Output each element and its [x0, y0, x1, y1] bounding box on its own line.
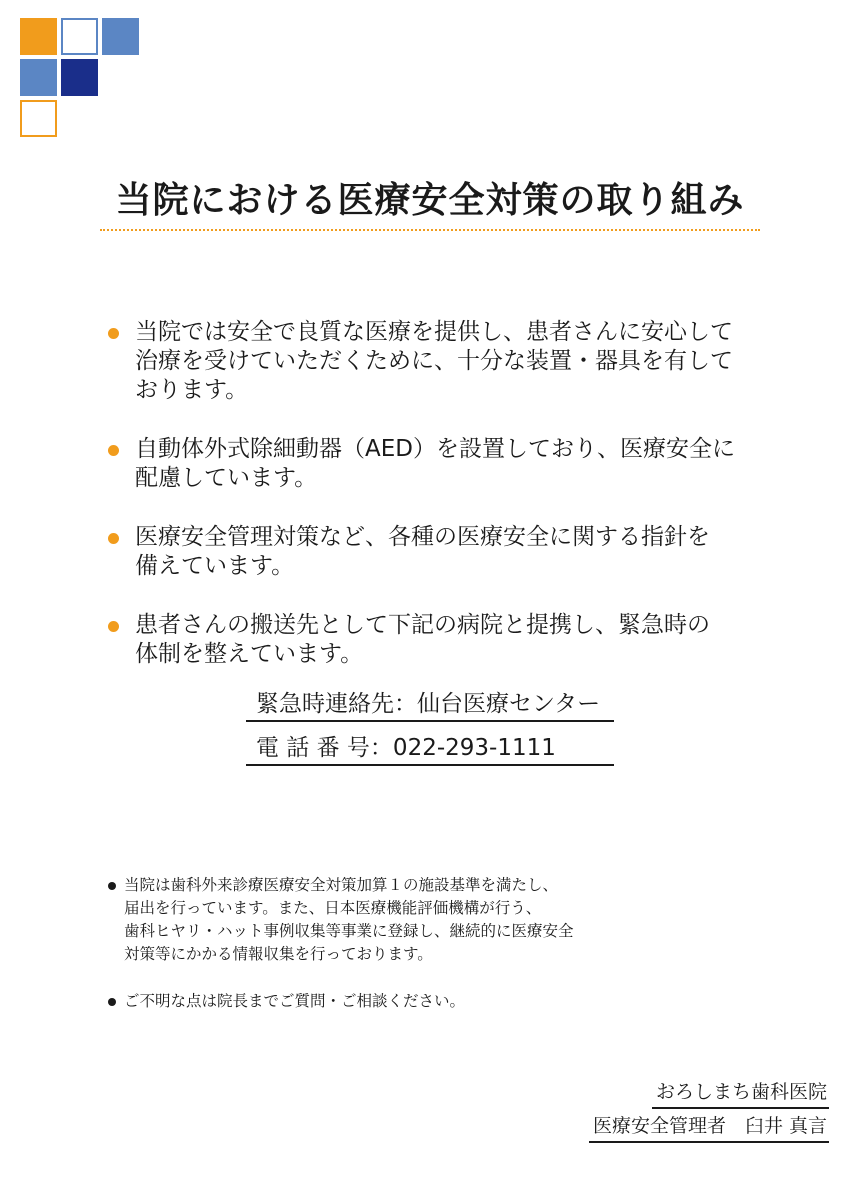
bullet-list	[108, 318, 768, 669]
bullet-item	[108, 318, 768, 405]
title-divider	[100, 229, 760, 231]
bullet-item	[108, 435, 768, 493]
page-title: 当院における医療安全対策の取り組み	[115, 180, 745, 221]
bullet-dot-icon	[108, 621, 119, 632]
note-line: ご不明な点は院長までご質問・ご相談ください。	[124, 992, 466, 1010]
note-line: 届出を行っています。また、日本医療機能評価機構が行う、	[124, 899, 542, 917]
bullet-line: 医療安全管理対策など、各種の医療安全に関する指針を	[135, 524, 710, 550]
note-line: 対策等にかかる情報収集を行っております。	[124, 945, 433, 963]
note-line: 歯科ヒヤリ・ハット事例収集等事業に登録し、継続的に医療安全	[124, 922, 574, 940]
bullet-line: 自動体外式除細動器（AED）を設置しており、医療安全に	[135, 436, 735, 462]
emergency-phone-line: 電 話 番 号：022-293-1111	[246, 732, 614, 766]
clinic-name: おろしまち歯科医院	[652, 1078, 829, 1109]
bullet-line: 体制を整えています。	[135, 641, 364, 667]
logo-square-light-blue-2	[20, 59, 57, 96]
note-dot-icon	[108, 882, 116, 890]
bullet-line: おります。	[135, 377, 249, 403]
note-line: 当院は歯科外来診療医療安全対策加算１の施設基準を満たし、	[124, 876, 559, 894]
manager-signature	[589, 1112, 829, 1143]
clinic-signature	[652, 1078, 829, 1109]
bullet-dot-icon	[108, 328, 119, 339]
emergency-hospital-line: 緊急時連絡先：仙台医療センター	[246, 688, 614, 722]
note-dot-icon	[108, 998, 116, 1006]
safety-manager-name: 医療安全管理者 臼井 真言	[589, 1112, 829, 1143]
logo-square-outline-blue	[61, 18, 98, 55]
bullet-line: 治療を受けていただくために、十分な装置・器具を有して	[135, 348, 733, 374]
logo-square-light-blue	[102, 18, 139, 55]
bullet-line: 備えています。	[135, 553, 295, 579]
bullet-dot-icon	[108, 533, 119, 544]
note-item	[108, 874, 728, 966]
emergency-phone	[246, 732, 614, 766]
bullet-dot-icon	[108, 445, 119, 456]
notes-list	[108, 874, 728, 1013]
bullet-line: 患者さんの搬送先として下記の病院と提携し、緊急時の	[135, 612, 710, 638]
bullet-item	[108, 523, 768, 581]
logo-square-orange	[20, 18, 57, 55]
bullet-item	[108, 611, 768, 669]
logo-square-navy	[61, 59, 98, 96]
logo-square-outline-orange	[20, 100, 57, 137]
note-item	[108, 990, 728, 1013]
emergency-contact	[246, 688, 614, 722]
bullet-line: 当院では安全で良質な医療を提供し、患者さんに安心して	[135, 319, 733, 345]
bullet-line: 配慮しています。	[135, 465, 318, 491]
